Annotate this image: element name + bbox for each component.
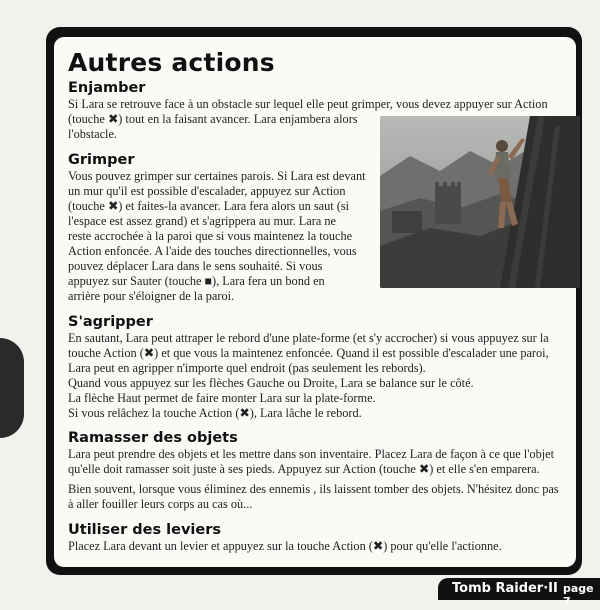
text-enjamber-1: Si Lara se retrouve face à un obstacle sur lequel elle peut grimper, vous devez appuyer sur Action <box>68 97 548 111</box>
text-ramasser-4: à aller fouiller leurs corps au cas où... <box>68 497 253 511</box>
page-number: page 7 <box>563 582 594 608</box>
text-grimper-2: un mur qu'il est possible d'escalader, appuyez sur Action <box>68 184 346 198</box>
text-enjamber-3: l'obstacle. <box>68 127 117 141</box>
heading-sagripper: S'agripper <box>68 314 153 330</box>
lara-climbing-screenshot <box>380 116 580 288</box>
binding-mark <box>0 338 24 438</box>
text-grimper-5: reste accrochée à la paroi que si vous maintenez la touche <box>68 229 353 243</box>
page-footer <box>438 578 600 608</box>
text-sagripper-6: Si vous relâchez la touche Action (✖), Lara lâche le rebord. <box>68 406 362 420</box>
text-ramasser-1: Lara peut prendre des objets et les mettre dans son inventaire. Placez Lara de façon à ce que l'objet <box>68 447 555 461</box>
heading-leviers: Utiliser des leviers <box>68 522 222 538</box>
text-sagripper-1: En sautant, Lara peut attraper le rebord d'une plate-forme (et s'y accrocher) si vous appuyez sur la <box>68 331 549 345</box>
text-ramasser-2: qu'elle doit ramasser soit juste à ses pieds. Appuyez sur Action (touche ✖) et elle s'en emparera. <box>68 462 540 476</box>
heading-enjamber: Enjamber <box>68 80 146 96</box>
text-grimper-1: Vous pouvez grimper sur certaines parois. Si Lara est devant <box>68 169 366 183</box>
text-grimper-6: Action enfoncée. A l'aide des touches directionnelles, vous <box>68 244 357 258</box>
screenshot-illustration <box>380 116 580 288</box>
text-grimper-4: l'espace est assez grand) et s'agrippera au mur. Lara ne <box>68 214 337 228</box>
text-grimper-3: (touche ✖) et faites-la avancer. Lara fera alors un saut (si <box>68 199 350 213</box>
text-leviers-1: Placez Lara devant un levier et appuyez sur la touche Action (✖) pour qu'elle l'actionne. <box>68 539 502 553</box>
text-ramasser-3: Bien souvent, lorsque vous éliminez des ennemis , ils laissent tomber des objets. N'hésitez donc pas <box>68 482 559 496</box>
text-sagripper-5: La flèche Haut permet de faire monter Lara sur la plate-forme. <box>68 391 376 405</box>
text-sagripper-4: Quand vous appuyez sur les flèches Gauche ou Droite, Lara se balance sur le côté. <box>68 376 474 390</box>
text-sagripper-2: touche Action (✖) et que vous la maintenez enfoncée. Quand il est possible d'escalader une paroi, <box>68 346 549 360</box>
text-grimper-7: pouvez déplacer Lara dans le sens souhaité. Si vous <box>68 259 323 273</box>
text-grimper-8: appuyez sur Sauter (touche ■), Lara fera un bond en <box>68 274 325 288</box>
text-sagripper-3: Lara peut en agripper n'importe quel endroit (pas seulement les rebords). <box>68 361 426 375</box>
heading-grimper: Grimper <box>68 152 135 168</box>
text-grimper-9: arrière pour s'éloigner de la paroi. <box>68 289 235 303</box>
heading-ramasser: Ramasser des objets <box>68 430 238 446</box>
game-title: Tomb Raider·II <box>452 581 558 596</box>
text-enjamber-2: (touche ✖) tout en la faisant avancer. Lara enjambera alors <box>68 112 358 126</box>
page-title: Autres actions <box>68 48 275 77</box>
